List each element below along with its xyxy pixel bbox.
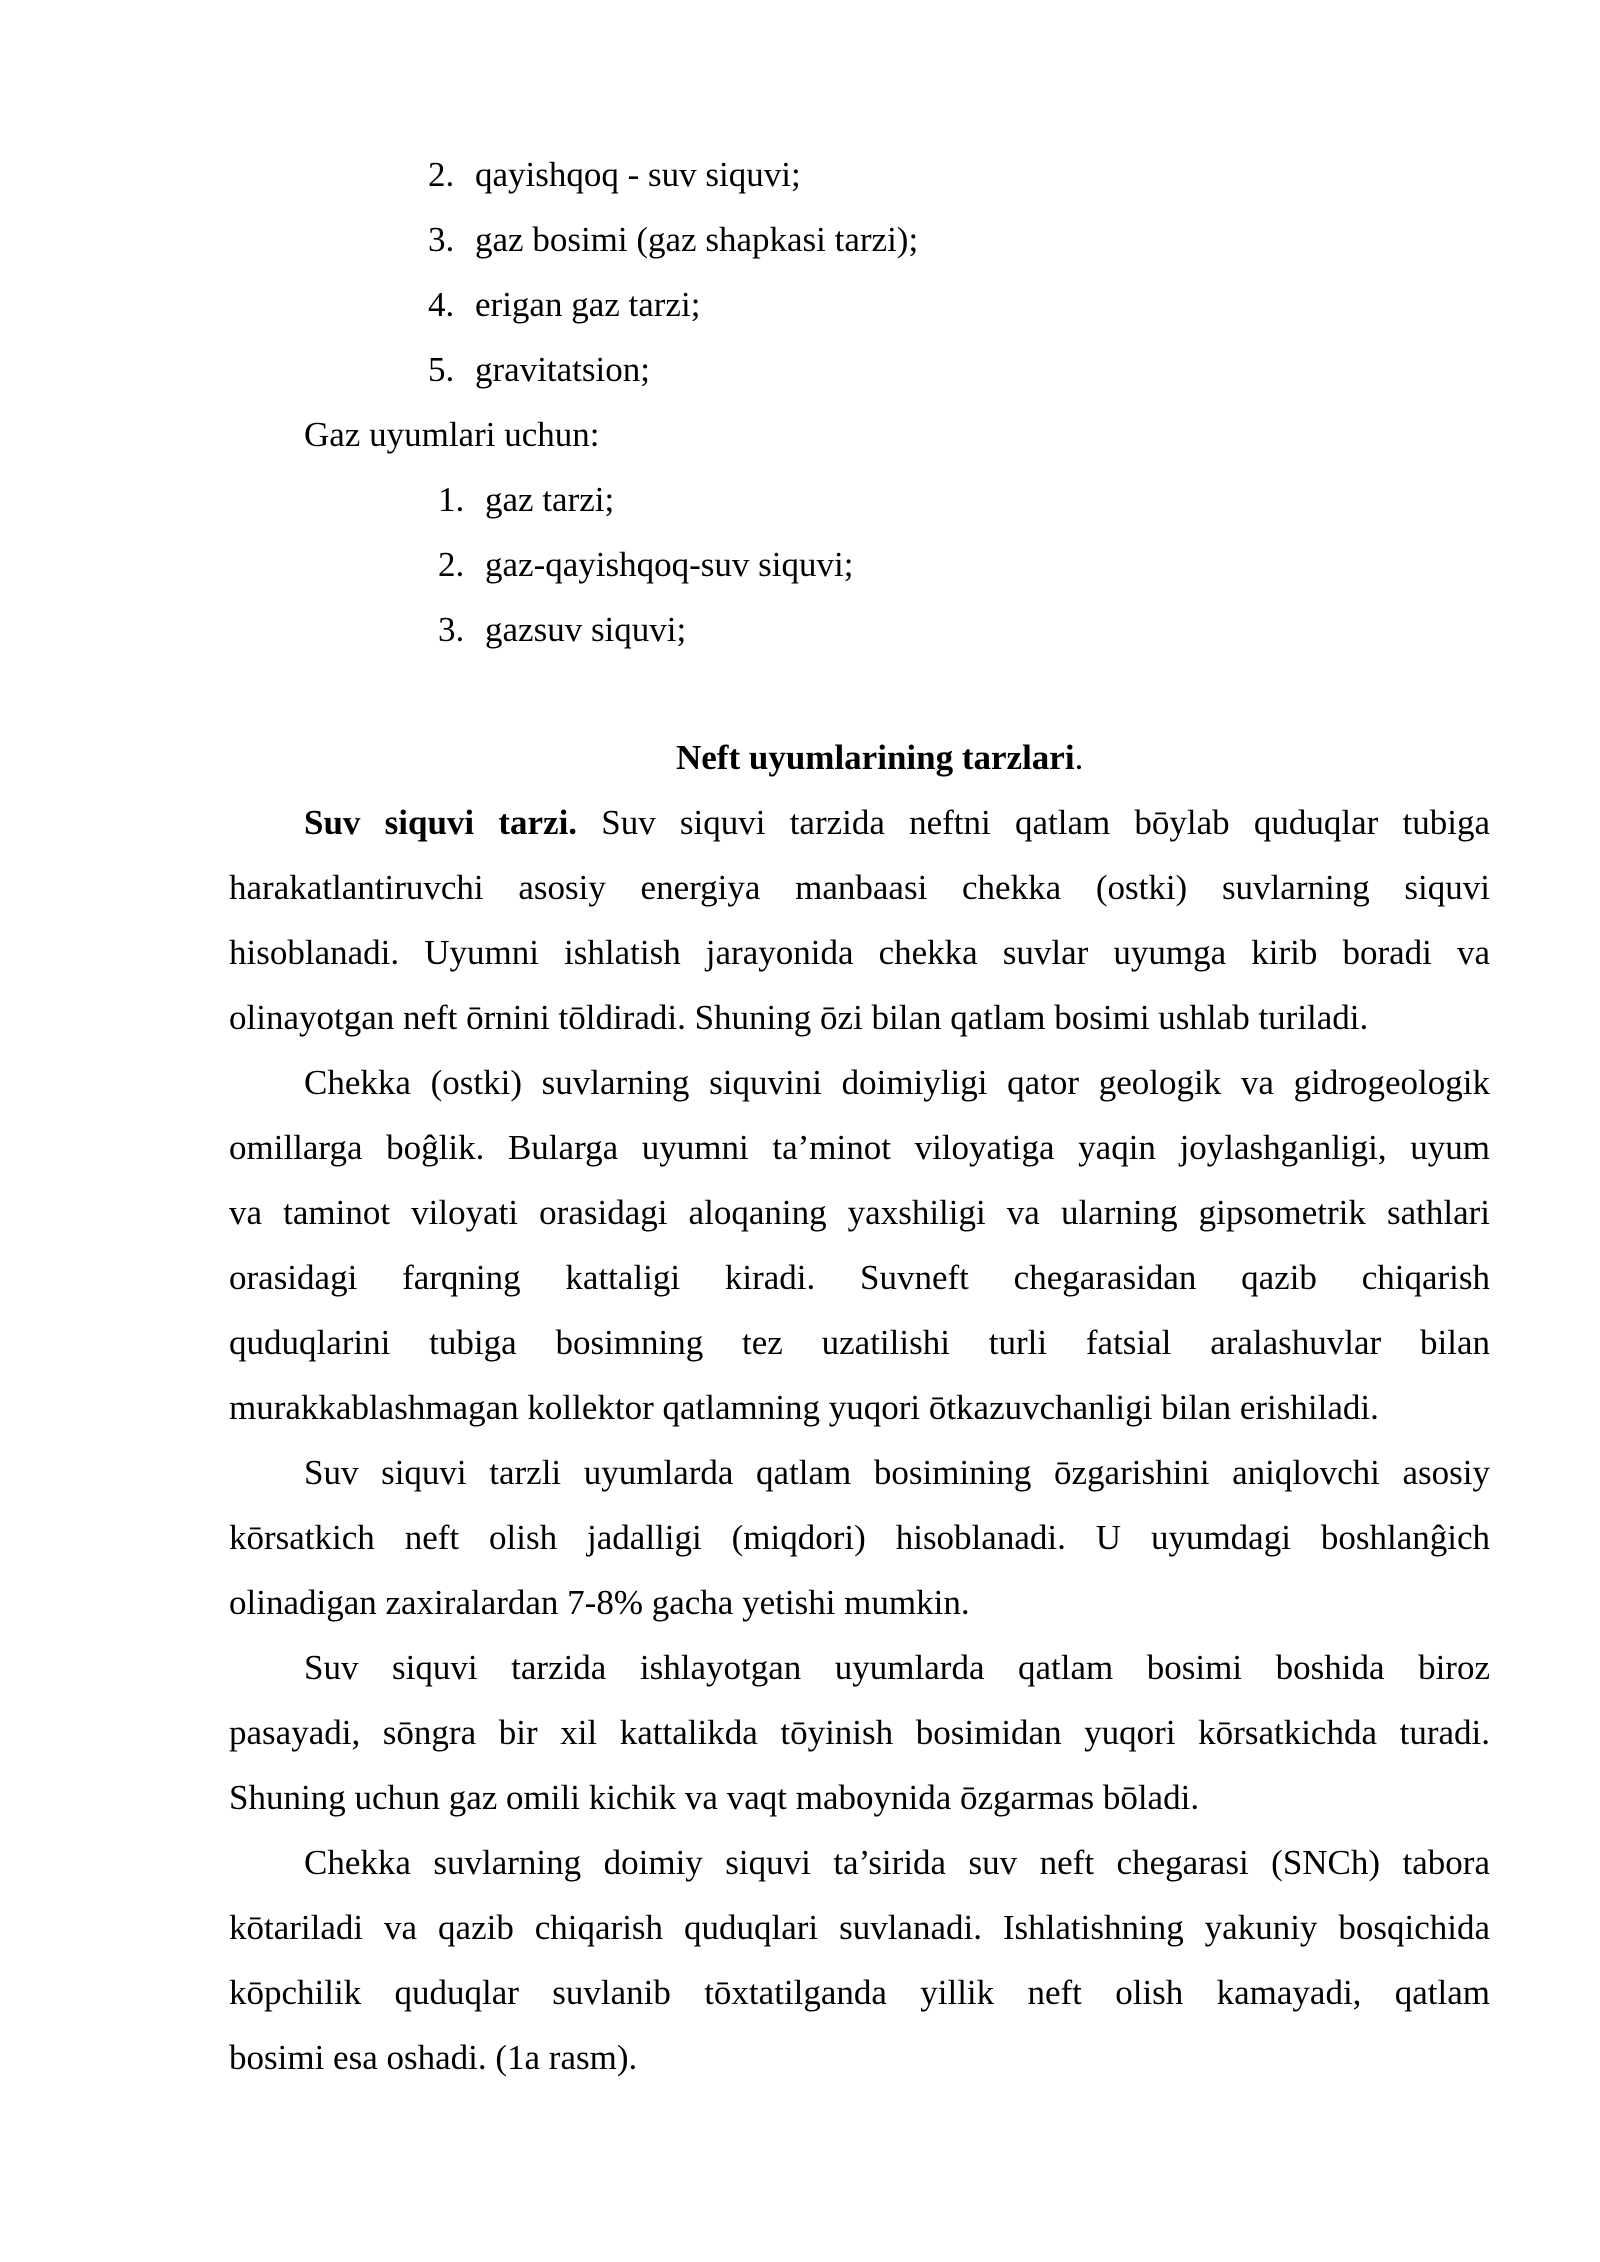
paragraph-line: pasayadi, sōngra bir xil kattalikda tōyinish bosimidan yuqori kōrsatkichda turadi. [229,1713,1490,1752]
paragraph-lead: Suv siquvi tarzi. [304,803,578,842]
list-text: gaz-qayishqoq-suv siquvi; [485,545,854,584]
section-title-text: Neft uyumlarining tarzlari [676,738,1075,777]
list-number: 1. [438,480,465,519]
paragraph-line: kōtariladi va qazib chiqarish quduqlari suvlanadi. Ishlatishning yakuniy bosqichida [229,1908,1490,1947]
list-number: 4. [428,285,455,324]
list-number: 5. [428,350,455,389]
paragraph-line: quduqlarini tubiga bosimning tez uzatilishi turli fatsial aralashuvlar bilan [229,1323,1490,1362]
paragraph-line: olinadigan zaxiralardan 7-8% gacha yetishi mumkin. [229,1583,970,1622]
paragraph-line: Shuning uchun gaz omili kichik va vaqt maboynida ōzgarmas bōladi. [229,1778,1200,1817]
section-title-period: . [1074,738,1084,777]
paragraph-line: kōrsatkich neft olish jadalligi (miqdori) hisoblanadi. U uyumdagi boshlanĝich [229,1518,1490,1557]
paragraph-line: omillarga boĝlik. Bularga uyumni ta’minot viloyatiga yaqin joylashganligi, uyum [229,1128,1490,1167]
paragraph-line: kōpchilik quduqlar suvlanib tōxtatilganda yillik neft olish kamayadi, qatlam [229,1973,1490,2012]
gas-deposits-heading: Gaz uyumlari uchun: [304,415,600,454]
paragraph-line: orasidagi farqning kattaligi kiradi. Suvneft chegarasidan qazib chiqarish [229,1258,1490,1297]
paragraph-line: olinayotgan neft ōrnini tōldiradi. Shuning ōzi bilan qatlam bosimi ushlab turiladi. [229,998,1369,1037]
list-number: 3. [428,220,455,259]
list-text: gaz bosimi (gaz shapkasi tarzi); [475,220,919,259]
paragraph-line [304,803,1490,843]
list-number: 2. [428,155,455,194]
paragraph-line: bosimi esa oshadi. (1a rasm). [229,2038,638,2077]
list-text: erigan gaz tarzi; [475,285,701,324]
list-number: 3. [438,610,465,649]
list-text: qayishqoq - suv siquvi; [475,155,801,194]
paragraph-line: Suv siquvi tarzida ishlayotgan uyumlarda qatlam bosimi boshida biroz [304,1648,1490,1687]
paragraph-line: harakatlantiruvchi asosiy energiya manbaasi chekka (ostki) suvlarning siquvi [229,868,1490,907]
paragraph-line: Chekka (ostki) suvlarning siquvini doimiyligi qator geologik va gidrogeologik [304,1063,1490,1102]
paragraph-line: va taminot viloyati orasidagi aloqaning yaxshiligi va ularning gipsometrik sathlari [229,1193,1490,1232]
paragraph-line: hisoblanadi. Uyumni ishlatish jarayonida chekka suvlar uyumga kirib boradi va [229,933,1490,972]
list-number: 2. [438,545,465,584]
paragraph-line: Chekka suvlarning doimiy siquvi ta’sirida suv neft chegarasi (SNCh) tabora [304,1843,1490,1882]
list-text: gravitatsion; [475,350,650,389]
paragraph-line: Suv siquvi tarzli uyumlarda qatlam bosimining ōzgarishini aniqlovchi asosiy [304,1453,1490,1492]
section-title [676,738,1083,778]
list-text: gaz tarzi; [485,480,615,519]
paragraph-line: murakkablashmagan kollektor qatlamning yuqori ōtkazuvchanligi bilan erishiladi. [229,1388,1379,1427]
paragraph-text: Suv siquvi tarzida neftni qatlam bōylab quduqlar tubiga [577,803,1490,842]
list-text: gazsuv siquvi; [485,610,687,649]
